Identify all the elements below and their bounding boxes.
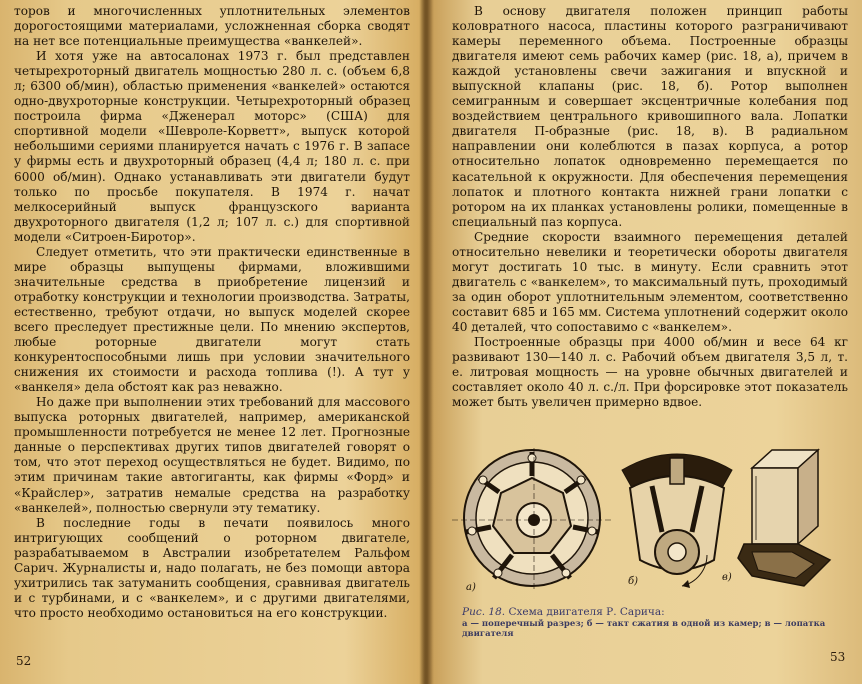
caption-title: Схема двигателя Р. Сарича: — [508, 606, 665, 618]
blade-drawing — [738, 450, 830, 586]
left-paragraph-5: В последние годы в печати появилось много интригующих сообщений о роторном двигателе, разрабатываемом в Австралии изобретателем Ральфом Сарич. Журналисты и, надо полагать, не без помощи автора ухитрились так затуманить сообщения, сравнивая двигатель и с турбинами, и с «ванкелем», и с другими двигателями, что просто необходимо остановиться на его конструкции. — [14, 515, 410, 620]
figure-label-c: в) — [722, 572, 732, 583]
figure-18 — [452, 440, 848, 600]
book-spine — [420, 0, 434, 684]
right-paragraph-2: Средние скорости взаимного перемещения деталей относительно невелики и теоретически обороты двигателя могут достигать 10 тыс. в минуту. Если сравнить этот двигатель с «ванкелем», то максимальный путь, проходимый за один оборот уплотнительным элементом, соответственно составит 685 и 165 мм. Система уплотнений содержит около 40 деталей, что сопоставимо с «ванкелем». — [452, 229, 848, 334]
figure-label-b: б) — [628, 576, 639, 587]
left-paragraph-3: Следует отметить, что эти практически единственные в мире образцы выпущены фирмами, вложившими значительные средства в приобретение лицензий и отработку конструкции и технологии производства. Затраты, естественно, требуют отдачи, но выпуск моделей скорее всего преследует престижные цели. По мнению экспертов, любые роторные двигатели могут стать конкурентоспособными лишь при условии значительного снижения их стоимости и расхода топлива (!). А тут у «ванкеля» дела обстоят как раз неважно. — [14, 244, 410, 395]
right-paragraph-1: В основу двигателя положен принцип работы коловратного насоса, пластины которого разграничивают камеры переменного объема. Построенные образцы двигателя имеют семь рабочих камер (рис. 18, а), причем в каждой установлены свечи зажигания и впускной и выпускной клапаны (рис. 18, б). Ротор выполнен семигранным и совершает эксцентричные колебания под воздействием центрального кривошипного вала. Лопатки двигателя П-образные (рис. 18, в). В радиальном направлении они колеблются в пазах корпуса, а ротор относительно лопаток одновременно перемещается по касательной к окружности. Для обеспечения перемещения лопаток и плотного контакта нижней грани лопатки с ротором на их планках установлены ролики, помещенные в специальный паз корпуса. — [452, 4, 848, 229]
left-page-number: 52 — [16, 654, 32, 668]
left-paragraph-1: торов и многочисленных уплотнительных элементов дорогостоящими материалами, усложненная сборка сводят на нет все потенциальные преимущества «ванкелей». — [14, 4, 410, 49]
figure-label-a: а) — [466, 582, 476, 593]
left-page — [14, 4, 410, 621]
compression-stroke-drawing — [622, 454, 732, 588]
left-paragraph-2: И хотя уже на автосалонах 1973 г. был представлен четырехроторный двигатель мощностью 280 л. с. (объем 6,8 л; 6300 об/мин), областью применения «ванкелей» остаются одно-двухроторные конструкции. Четырехроторный образец построила фирма «Дженерал моторс» (США) для спортивной модели «Шевроле-Корветт», выпуск которой небольшими сериями планируется начать с 1976 г. В запасе у фирмы есть и двухроторный образец (4,4 л; 180 л. с. при 6000 об/мин). Однако устанавливать эти двигатели будут только по просьбе покупателя. В 1974 г. начат мелкосерийный выпуск французского варианта двухроторного двигателя (1,2 л; 107 л. с.) для спортивной модели «Ситроен-Биротор». — [14, 49, 410, 244]
caption-legend: а — поперечный разрез; б — такт сжатия в одной из камер; в — лопатка двигателя — [462, 619, 826, 639]
right-page — [452, 4, 848, 410]
figure-caption — [462, 606, 848, 639]
cross-section-drawing — [452, 448, 612, 592]
right-paragraph-3: Построенные образцы при 4000 об/мин и весе 64 кг развивают 130—140 л. с. Рабочий объем двигателя 3,5 л, т. е. литровая мощность — на уровне обычных двигателей и составляет около 40 л. с./л. При форсировке этот показатель может быть увеличен примерно вдвое. — [452, 335, 848, 410]
caption-number: Рис. 18. — [462, 606, 506, 618]
left-paragraph-4: Но даже при выполнении этих требований для массового выпуска роторных двигателей, например, американской промышленности потребуется не менее 12 лет. Прогнозные данные о перспективах других типов двигателей говорят о том, что этот переход осуществляться не будет. Видимо, по этим причинам такие автогиганты, как фирмы «Форд» и «Крайслер», затратив немалые средства на разработку «ванкелей», полностью свернули эту тематику. — [14, 395, 410, 515]
engine-diagram — [452, 440, 848, 600]
right-page-number: 53 — [830, 650, 846, 664]
